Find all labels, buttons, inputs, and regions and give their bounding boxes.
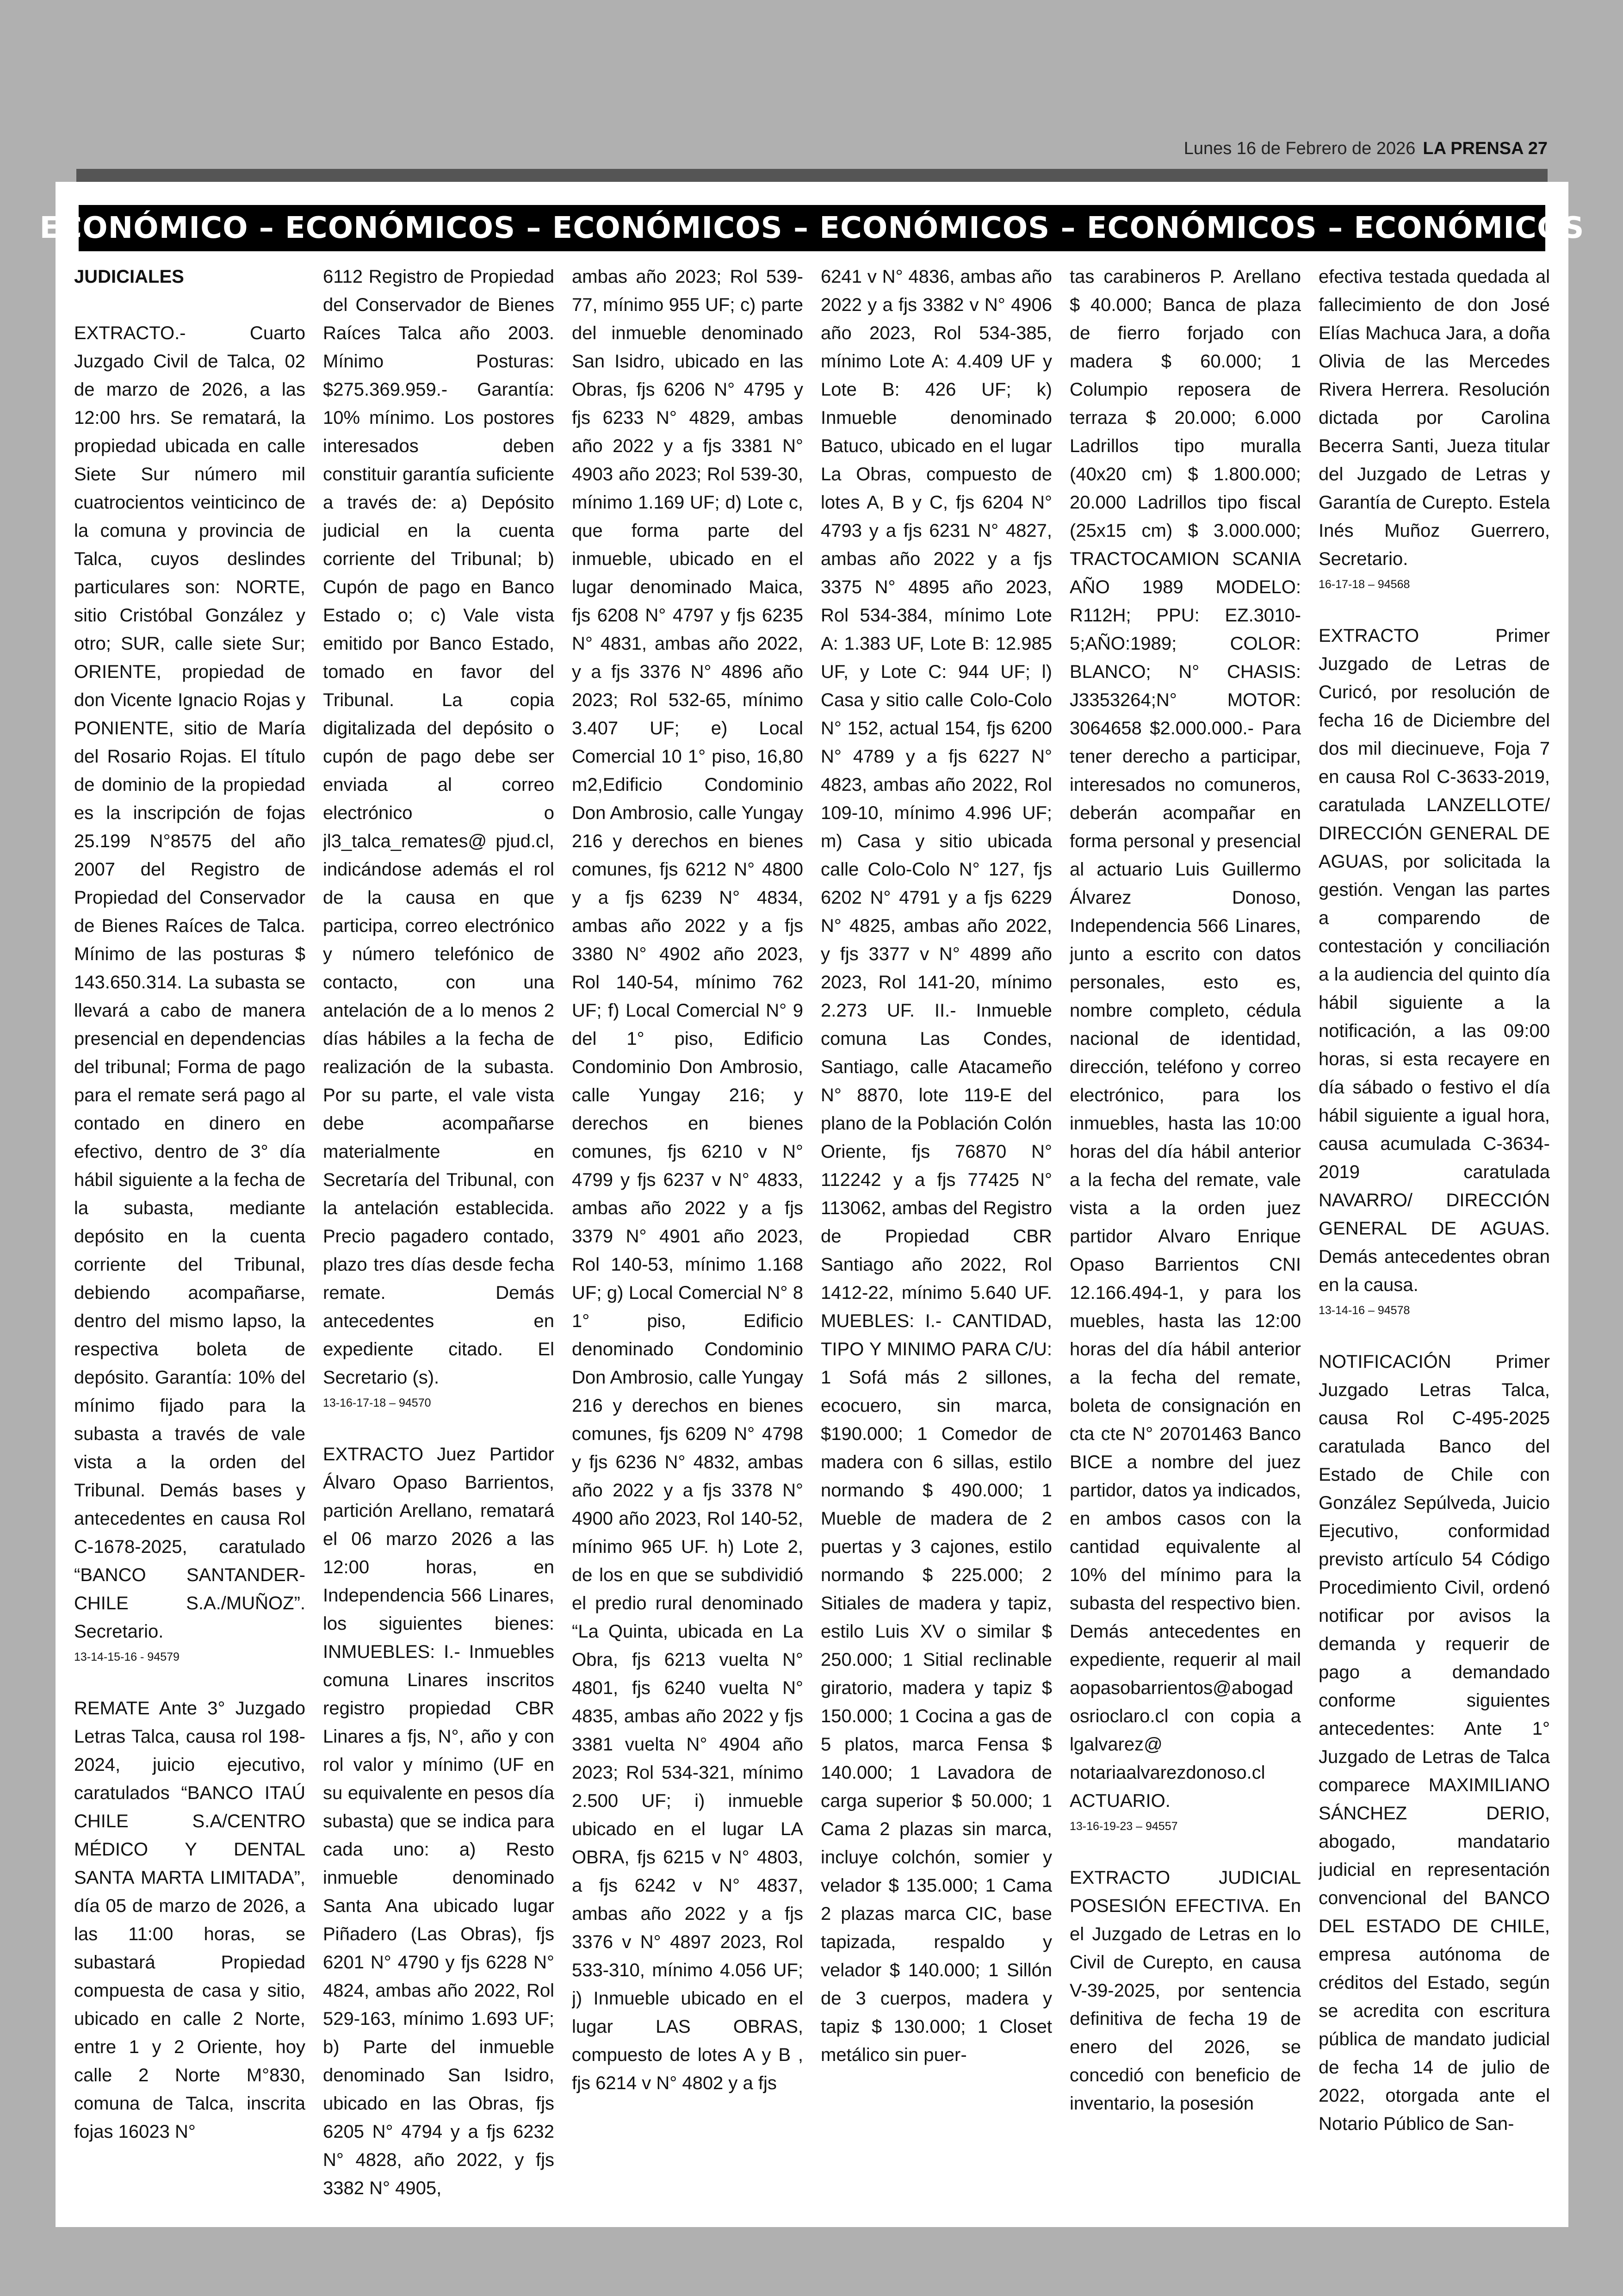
column-3 [572, 263, 803, 2206]
notice-partidor-continued-3: tas carabineros P. Arellano $ 40.000; Banca de plaza de fierro forjado con madera $ 60.000; 1 Columpio reposera de terraza $ 20.000; 6.000 Ladrillos tipo muralla (40x20 cm) $ 1.800.000; 20.000 Ladrillos tipo fiscal (25x15 cm) $ 3.000.000; TRACTOCAMION SCANIA AÑO 1989 MODELO: R112H; PPU: EZ.3010-5;AÑO:1989; COLOR: BLANCO; N° CHASIS: J3353264;N° MOTOR: 3064658 $2.000.000.- Para tener derecho a participar, interesados no comuneros, deberán acompañar en forma personal y presencial al actuario Luis Guillermo Álvarez Donoso, Independencia 566 Linares, junto a escrito con datos personales, esto es, nombre completo, cédula nacional de identidad, dirección, teléfono y correo electrónico, para los inmuebles, hasta las 10:00 horas del día hábil anterior a la fecha del remate, vale vista a la orden juez partidor Alvaro Enrique Opaso Barrientos CNI 12.166.494-1, y para los muebles, hasta las 12:00 horas del día hábil anterior a la fecha del remate, boleta de consignación en cta cte N° 20701463 Banco BICE a nombre del juez partidor, datos ya indicados, en ambos casos con la cantidad equivalente al 10% del mínimo para la subasta del respectivo bien. Demás antecedentes en expediente, requerir al mail aopasobarrientos@abogadosrioclaro.cl con copia a lgalvarez@ notariaalvarezdonoso.cl ACTUARIO. 13-16-19-23 – 94557 [1070, 263, 1301, 1836]
section-banner: ECONÓMICO – ECONÓMICOS – ECONÓMICOS – ECONÓMICOS – ECONÓMICOS – ECONÓMICOS [79, 205, 1545, 251]
section-heading: JUDICIALES [74, 267, 184, 287]
column-5 [1070, 263, 1301, 2206]
header-date: Lunes 16 de Febrero de 2026 [1183, 139, 1416, 158]
notice-posesion-continued: efectiva testada quedada al fallecimiento de don José Elías Machuca Jara, a doña Olivia de las Mercedes Rivera Herrera. Resolución dictada por Carolina Becerra Santi, Jueza titular del Juzgado de Letras y Garantía de Curepto. Estela Inés Muñoz Guerrero, Secretario. 16-17-18 – 94568 [1319, 263, 1550, 594]
notice-remate-3-juzgado: REMATE Ante 3° Juzgado Letras Talca, causa rol 198-2024, juicio ejecutivo, caratulados “BANCO ITAÚ CHILE S.A/CENTRO MÉDICO Y DENTAL SANTA MARTA LIMITADA”, día 05 de marzo de 2026, a las 11:00 horas, se subastará Propiedad compuesta de casa y sitio, ubicado en calle 2 Norte, entre 1 y 2 Oriente, hoy calle 2 Norte M°830, comuna de Talca, inscrita fojas 16023 N° [74, 1698, 305, 2142]
notice-code: 13-16-19-23 – 94557 [1070, 1820, 1178, 1833]
column-4 [821, 263, 1052, 2206]
notice-partidor-continued: ambas año 2023; Rol 539-77, mínimo 955 UF; c) parte del inmueble denominado San Isidro, ubicado en las Obras, fjs 6206 N° 4795 y fjs 6233 N° 4829, ambas año 2022 y a fjs 3381 N° 4903 año 2023; Rol 539-30, mínimo 1.169 UF; d) Lote c, que forma parte del inmueble, ubicado en el lugar denominado Maica, fjs 6208 N° 4797 y fjs 6235 N° 4831, ambas año 2022, y a fjs 3376 N° 4896 año 2023; Rol 532-65, mínimo 3.407 UF; e) Local Comercial 10 1° piso, 16,80 m2,Edificio Condominio Don Ambrosio, calle Yungay 216 y derechos en bienes comunes, fjs 6212 N° 4800 y a fjs 6239 N° 4834, ambas año 2022 y a fjs 3380 N° 4902 año 2023, Rol 140-54, mínimo 762 UF; f) Local Comercial N° 9 del 1° piso, Edificio Condominio Don Ambrosio, calle Yungay 216; y derechos en bienes comunes, fjs 6210 v N° 4799 y fjs 6237 v N° 4833, ambas año 2022 y a fjs 3379 N° 4901 año 2023, Rol 140-53, mínimo 1.168 UF; g) Local Comercial N° 8 1° piso, Edificio denominado Condominio Don Ambrosio, calle Yungay 216 y derechos en bienes comunes, fjs 6209 N° 4798 y fjs 6236 N° 4832, ambas año 2022 y a fjs 3378 N° 4900 año 2023, Rol 140-52, mínimo 965 UF. h) Lote 2, de los en que se subdividió el predio rural denominado “La Quinta, ubicada en La Obra, fjs 6213 vuelta N° 4801, fjs 6240 vuelta N° 4835, ambas año 2022 y fjs 3381 vuelta N° 4904 año 2023; Rol 534-321, mínimo 2.500 UF; i) inmueble ubicado en el lugar LA OBRA, fjs 6215 v N° 4803, a fjs 6242 v N° 4837, ambas año 2022 y a fjs 3376 v N° 4897 2023, Rol 533-310, mínimo 4.056 UF; j) Inmueble ubicado en el lugar LAS OBRAS, compuesto de lotes A y B , fjs 6214 v N° 4802 y a fjs [572, 267, 803, 2093]
notice-extracto-cuarto-juzgado: EXTRACTO.- Cuarto Juzgado Civil de Talca, 02 de marzo de 2026, a las 12:00 hrs. Se rematará, la propiedad ubicada en calle Siete Sur número mil cuatrocientos veinticinco de la comuna y provincia de Talca, cuyos deslindes particulares son: NORTE, sitio Cristóbal González y otro; SUR, calle siete Sur; ORIENTE, propiedad de don Vicente Ignacio Rojas y PONIENTE, sitio de María del Rosario Rojas. El título de dominio de la propiedad es la inscripción de fojas 25.199 N°8575 del año 2007 del Registro de Propiedad del Conservador de Bienes Raíces de Talca. Mínimo de las posturas $ 143.650.314. La subasta se llevará a cabo de manera presencial en dependencias del tribunal; Forma de pago para el remate será pago al contado en dinero en efectivo, dentro de 3° día hábil siguiente a la fecha de la subasta, mediante depósito en la cuenta corriente del Tribunal, debiendo acompañarse, dentro del mismo lapso, la respectiva boleta de depósito. Garantía: 10% del mínimo fijado para la subasta a través de vale vista a la orden del Tribunal. Demás bases y antecedentes en causa Rol C-1678-2025, caratulado “BANCO SANTANDER-CHILE S.A./MUÑOZ”. Secretario. 13-14-15-16 - 94579 [74, 319, 305, 1666]
top-rule [76, 169, 1548, 182]
notice-notificacion-talca: NOTIFICACIÓN Primer Juzgado Letras Talca, causa Rol C-495-2025 caratulada Banco del Estado de Chile con González Sepúlveda, Juicio Ejecutivo, conformidad previsto artículo 54 Código Procedimiento Civil, ordenó notificar por avisos la demanda y requerir de pago a demandado conforme siguientes antecedentes: Ante 1° Juzgado de Letras de Talca comparece MAXIMILIANO SÁNCHEZ DERIO, abogado, mandatario judicial en representación convencional del BANCO DEL ESTADO DE CHILE, empresa autónoma de créditos del Estado, según se acredita con escritura pública de mandato judicial de fecha 14 de julio de 2022, otorgada ante el Notario Público de San- [1319, 1352, 1550, 2134]
column-6 [1319, 263, 1550, 2206]
notice-extracto-juez-partidor: EXTRACTO Juez Partidor Álvaro Opaso Barrientos, partición Arellano, rematará el 06 marzo 2026 a las 12:00 horas, en Independencia 566 Linares, los siguientes bienes: INMUEBLES: I.- Inmuebles comuna Linares inscritos registro propiedad CBR Linares a fjs, N°, año y con rol valor y mínimo (UF en su equivalente en pesos día subasta) que se indica para cada uno: a) Resto inmueble denominado Santa Ana ubicado lugar Piñadero (Las Obras), fjs 6201 N° 4790 y fjs 6228 N° 4824, ambas año 2022, Rol 529-163, mínimo 1.693 UF; b) Parte del inmueble denominado San Isidro, ubicado en las Obras, fjs 6205 N° 4794 y a fjs 6232 N° 4828, año 2022, y fjs 3382 N° 4905, [323, 1444, 554, 2198]
column-1 [74, 263, 305, 2206]
classified-columns [74, 263, 1550, 2206]
notice-remate-continued: 6112 Registro de Propiedad del Conservador de Bienes Raíces Talca año 2003. Mínimo Posturas: $275.369.959.- Garantía: 10% mínimo. Los postores interesados deben constituir garantía suficiente a través de: a) Depósito judicial en la cuenta corriente del Tribunal; b) Cupón de pago en Banco Estado o; c) Vale vista emitido por Banco Estado, tomado en favor del Tribunal. La copia digitalizada del depósito o cupón de pago debe ser enviada al correo electrónico o jl3_talca_remates@ pjud.cl, indicándose además el rol de la causa en que participa, correo electrónico y número telefónico de contacto, con una antelación de a lo menos 2 días hábiles a la fecha de realización de la subasta. Por su parte, el vale vista debe acompañarse materialmente en Secretaría del Tribunal, con la antelación establecida. Precio pagadero contado, plazo tres días desde fecha remate. Demás antecedentes en expediente citado. El Secretario (s). 13-16-17-18 – 94570 [323, 263, 554, 1412]
page-header [56, 139, 1548, 159]
notice-partidor-continued-2: 6241 v N° 4836, ambas año 2022 y a fjs 3382 v N° 4906 año 2023, Rol 534-385, mínimo Lote A: 4.409 UF y Lote B: 426 UF; k) Inmueble denominado Batuco, ubicado en el lugar La Obras, compuesto de lotes A, B y C, fjs 6204 N° 4793 y a fjs 6231 N° 4827, ambas año 2022 y a fjs 3375 N° 4895 año 2023, Rol 534-384, mínimo Lote A: 1.383 UF, Lote B: 12.985 UF, y Lote C: 944 UF; l) Casa y sitio calle Colo-Colo N° 152, actual 154, fjs 6200 N° 4789 y a fjs 6227 N° 4823, ambas año 2022, Rol 109-10, mínimo 4.996 UF; m) Casa y sitio ubicada calle Colo-Colo N° 127, fjs 6202 N° 4791 y a fjs 6229 N° 4825, ambas año 2022, y fjs 3377 v N° 4899 año 2023, Rol 141-20, mínimo 2.273 UF. II.- Inmueble comuna Las Condes, Santiago, calle Atacameño N° 8870, lote 119-E del plano de la Población Colón Oriente, fjs 76870 N° 112242 y a fjs 77425 N° 113062, ambas del Registro de Propiedad CBR Santiago año 2022, Rol 1412-22, mínimo 5.640 UF. MUEBLES: I.- CANTIDAD, TIPO Y MINIMO PARA C/U: 1 Sofá más 2 sillones, ecocuero, sin marca, $190.000; 1 Comedor de madera con 6 sillas, estilo normando $ 490.000; 1 Mueble de madera de 2 puertas y 3 cajones, estilo normando $ 225.000; 2 Sitiales de madera y tapiz, estilo Luis XV o similar $ 250.000; 1 Sitial reclinable giratorio, madera y tapiz $ 150.000; 1 Cocina a gas de 5 platos, marca Fensa $ 140.000; 1 Lavadora de carga superior $ 50.000; 1 Cama 2 plazas sin marca, incluye colchón, somier y velador $ 135.000; 1 Cama 2 plazas marca CIC, base tapizada, respaldo y velador $ 140.000; 1 Sillón de 3 cuerpos, madera y tapiz $ 130.000; 1 Closet metálico sin puer- [821, 267, 1052, 2065]
notice-code: 13-14-15-16 - 94579 [74, 1651, 180, 1663]
notice-code: 13-16-17-18 – 94570 [323, 1396, 431, 1409]
column-2 [323, 263, 554, 2206]
notice-code: 16-17-18 – 94568 [1319, 578, 1410, 591]
header-paper-page: LA PRENSA 27 [1423, 139, 1548, 158]
notice-code: 13-14-16 – 94578 [1319, 1304, 1410, 1317]
notice-extracto-curico: EXTRACTO Primer Juzgado de Letras de Curicó, por resolución de fecha 16 de Diciembre del dos mil diecinueve, Foja 7 en causa Rol C-3633-2019, caratulada LANZELLOTE/ DIRECCIÓN GENERAL DE AGUAS, por solicitada la gestión. Vengan las partes a comparendo de contestación y conciliación a la audiencia del quinto día hábil siguiente a la notificación, a las 09:00 horas, si esta recayere en día sábado o festivo el día hábil siguiente a igual hora, causa acumulada C-3634-2019 caratulada NAVARRO/ DIRECCIÓN GENERAL DE AGUAS. Demás antecedentes obran en la causa. 13-14-16 – 94578 [1319, 622, 1550, 1320]
notice-posesion-efectiva: EXTRACTO JUDICIAL POSESIÓN EFECTIVA. En el Juzgado de Letras en lo Civil de Curepto, en causa V-39-2025, por sentencia definitiva de fecha 19 de enero del 2026, se concedió con beneficio de inventario, la posesión [1070, 1868, 1301, 2114]
newspaper-page [39, 182, 1585, 2227]
